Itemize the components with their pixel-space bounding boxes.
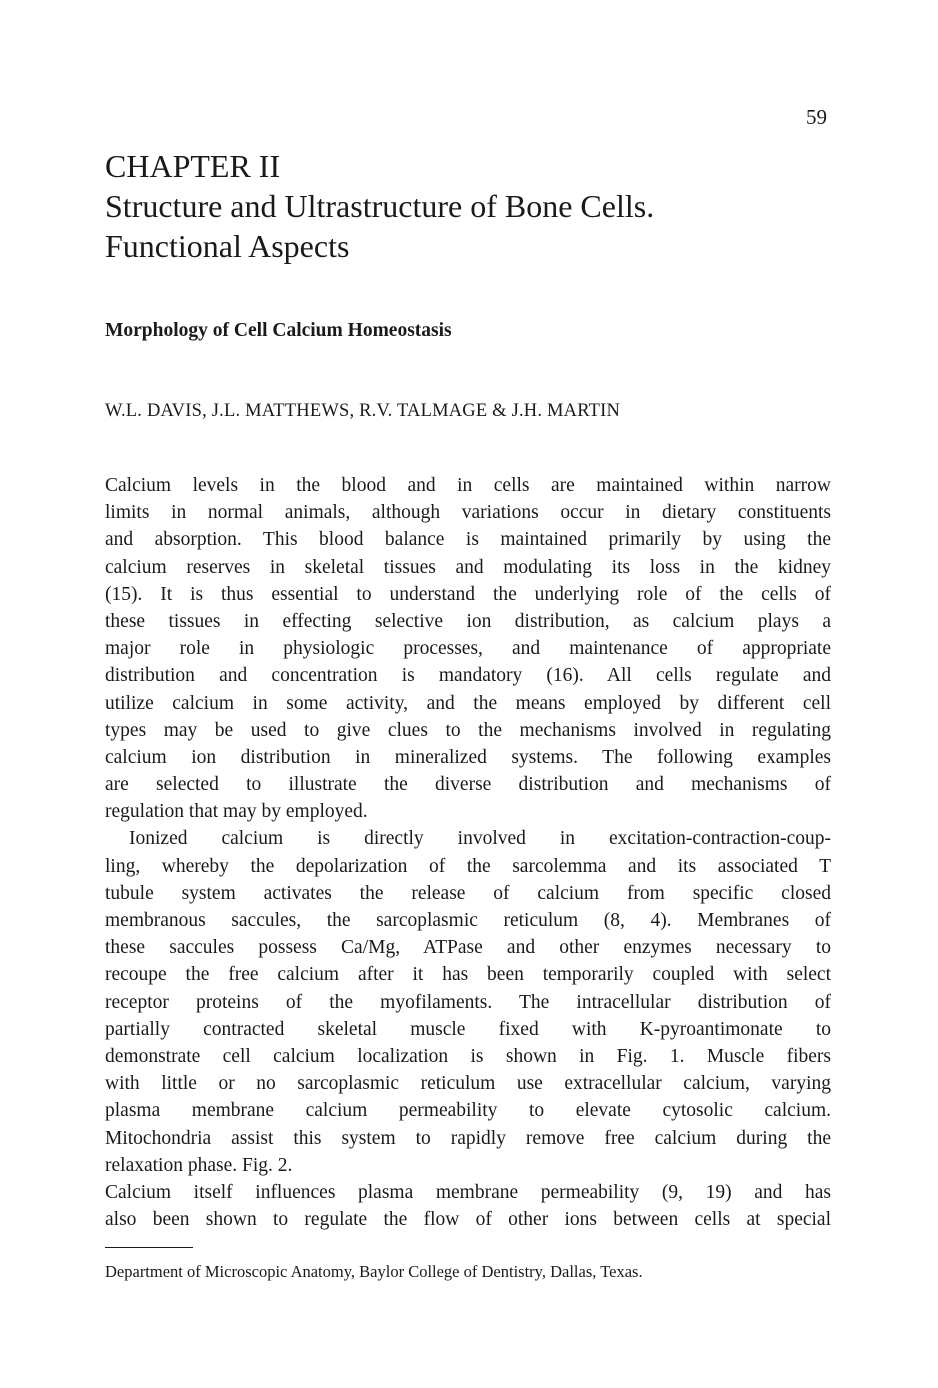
text-line: demonstrate cell calcium localization is shown in Fig. 1. Muscle fibers bbox=[105, 1045, 831, 1067]
paragraph bbox=[105, 825, 831, 1178]
page-number: 59 bbox=[806, 105, 827, 129]
paragraph bbox=[105, 1179, 831, 1233]
paragraph bbox=[105, 472, 831, 825]
body-text bbox=[105, 472, 831, 1233]
text-line: (15). It is thus essential to understand the underlying role of the cells of bbox=[105, 583, 831, 605]
chapter-heading bbox=[105, 146, 865, 266]
text-line: receptor proteins of the myofilaments. The intracellular distribution of bbox=[105, 991, 831, 1013]
text-line: and absorption. This blood balance is maintained primarily by using the bbox=[105, 529, 831, 551]
section-title: Morphology of Cell Calcium Homeostasis bbox=[105, 320, 452, 341]
text-line: major role in physiologic processes, and maintenance of appropriate bbox=[105, 638, 831, 660]
author-list: W.L. DAVIS, J.L. MATTHEWS, R.V. TALMAGE & J.H. MARTIN bbox=[105, 401, 621, 421]
text-line: Calcium itself influences plasma membrane permeability (9, 19) and has bbox=[105, 1181, 831, 1203]
chapter-label: CHAPTER II bbox=[105, 148, 281, 184]
text-line: regulation that may by employed. bbox=[105, 801, 368, 823]
text-line: types may be used to give clues to the mechanisms involved in regulating bbox=[105, 719, 831, 741]
text-line: these tissues in effecting selective ion distribution, as calcium plays a bbox=[105, 610, 831, 632]
text-line: membranous saccules, the sarcoplasmic reticulum (8, 4). Membranes of bbox=[105, 910, 831, 931]
text-line: plasma membrane calcium permeability to elevate cytosolic calcium. bbox=[105, 1100, 831, 1122]
text-line: partially contracted skeletal muscle fixed with K-pyroantimonate to bbox=[105, 1018, 831, 1040]
chapter-title-line: Structure and Ultrastructure of Bone Cells. bbox=[105, 188, 655, 224]
footnote-divider bbox=[105, 1247, 193, 1248]
footnote: Department of Microscopic Anatomy, Baylor College of Dentistry, Dallas, Texas. bbox=[105, 1262, 643, 1281]
text-line: calcium ion distribution in mineralized systems. The following examples bbox=[105, 746, 831, 768]
text-line: calcium reserves in skeletal tissues and modulating its loss in the kidney bbox=[105, 556, 831, 578]
text-line: distribution and concentration is mandatory (16). All cells regulate and bbox=[105, 665, 831, 687]
text-line: Ionized calcium is directly involved in excitation-contraction-coup- bbox=[129, 828, 831, 850]
text-line: with little or no sarcoplasmic reticulum use extracellular calcium, varying bbox=[105, 1073, 831, 1095]
text-line: also been shown to regulate the flow of other ions between cells at special bbox=[105, 1209, 831, 1231]
text-line: relaxation phase. Fig. 2. bbox=[105, 1154, 293, 1176]
text-line: limits in normal animals, although variations occur in dietary constituents bbox=[105, 502, 831, 524]
chapter-title-line: Functional Aspects bbox=[105, 228, 350, 264]
text-line: these saccules possess Ca/Mg, ATPase and other enzymes necessary to bbox=[105, 937, 831, 959]
text-line: ling, whereby the depolarization of the sarcolemma and its associated T bbox=[105, 855, 831, 877]
text-line: are selected to illustrate the diverse distribution and mechanisms of bbox=[105, 774, 831, 796]
text-line: Mitochondria assist this system to rapidly remove free calcium during the bbox=[105, 1127, 831, 1149]
text-line: Calcium levels in the blood and in cells are maintained within narrow bbox=[105, 475, 831, 496]
text-line: tubule system activates the release of calcium from specific closed bbox=[105, 882, 831, 904]
text-line: recoupe the free calcium after it has been temporarily coupled with select bbox=[105, 964, 831, 986]
text-line: utilize calcium in some activity, and the means employed by different cell bbox=[105, 692, 831, 714]
